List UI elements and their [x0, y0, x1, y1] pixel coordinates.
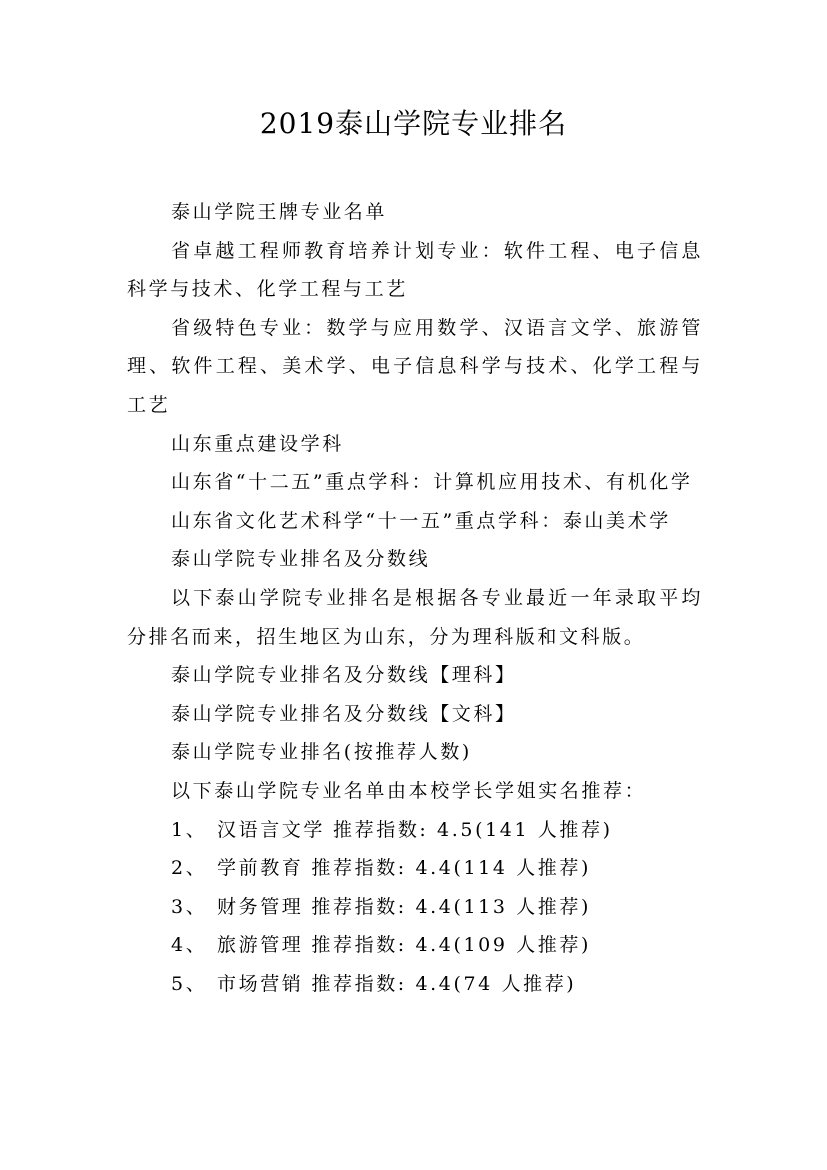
list-item-major: 学前教育: [217, 857, 304, 880]
list-item: [127, 926, 703, 965]
paragraph-12th-five-year-disciplines: 山东省“十二五”重点学科：计算机应用技术、有机化学: [171, 471, 693, 494]
page-title: 2019泰山学院专业排名: [259, 107, 568, 140]
ranking-list: [127, 811, 703, 1004]
list-item-major: 财务管理: [217, 895, 304, 918]
list-item: [127, 849, 703, 888]
list-item-major: 旅游管理: [217, 934, 304, 957]
list-item-number: 2、: [171, 857, 208, 880]
section-heading-key-majors: 泰山学院王牌专业名单: [171, 201, 388, 223]
paragraph-ranking-explanation: 以下泰山学院专业排名是根据各专业最近一年录取平均分排名而来，招生地区为山东，分为理科版和文科版。: [127, 586, 703, 648]
paragraph-recommendation-intro: 以下泰山学院专业名单由本校学长学姐实名推荐：: [171, 779, 647, 802]
list-item-number: 4、: [171, 934, 208, 957]
section-heading-key-disciplines: 山东重点建设学科: [171, 432, 344, 455]
list-item-major: 汉语言文学: [217, 818, 326, 841]
list-item-score: 推荐指数: 4.4(74 人推荐): [311, 972, 577, 995]
list-item-score: 推荐指数: 4.5(141 人推荐): [333, 818, 613, 841]
paragraph-provincial-feature-majors: 省级特色专业：数学与应用数学、汉语言文学、旅游管理、软件工程、美术学、电子信息科学与技术、化学工程与工艺: [127, 316, 703, 416]
list-item-score: 推荐指数: 4.4(113 人推荐): [311, 895, 591, 918]
list-item-score: 推荐指数: 4.4(114 人推荐): [311, 857, 591, 880]
link-ranking-science: 泰山学院专业排名及分数线【理科】: [171, 664, 517, 687]
paragraph-excellent-engineer-majors: 省卓越工程师教育培养计划专业：软件工程、电子信息科学与技术、化学工程与工艺: [127, 239, 703, 301]
list-item-score: 推荐指数: 4.4(109 人推荐): [311, 934, 591, 957]
list-item: [127, 811, 703, 850]
link-ranking-arts: 泰山学院专业排名及分数线【文科】: [171, 702, 517, 725]
paragraph-11th-five-year-disciplines: 山东省文化艺术科学“十一五”重点学科：泰山美术学: [171, 509, 671, 532]
list-item-number: 5、: [171, 972, 208, 995]
section-heading-ranking-by-recommendation: 泰山学院专业排名(按推荐人数): [171, 741, 472, 764]
document-body: [127, 193, 703, 1003]
list-item: [127, 888, 703, 927]
list-item-major: 市场营销: [217, 972, 304, 995]
list-item: [127, 965, 703, 1004]
list-item-number: 1、: [171, 818, 208, 841]
section-heading-ranking-scores: 泰山学院专业排名及分数线: [171, 548, 431, 571]
list-item-number: 3、: [171, 895, 208, 918]
